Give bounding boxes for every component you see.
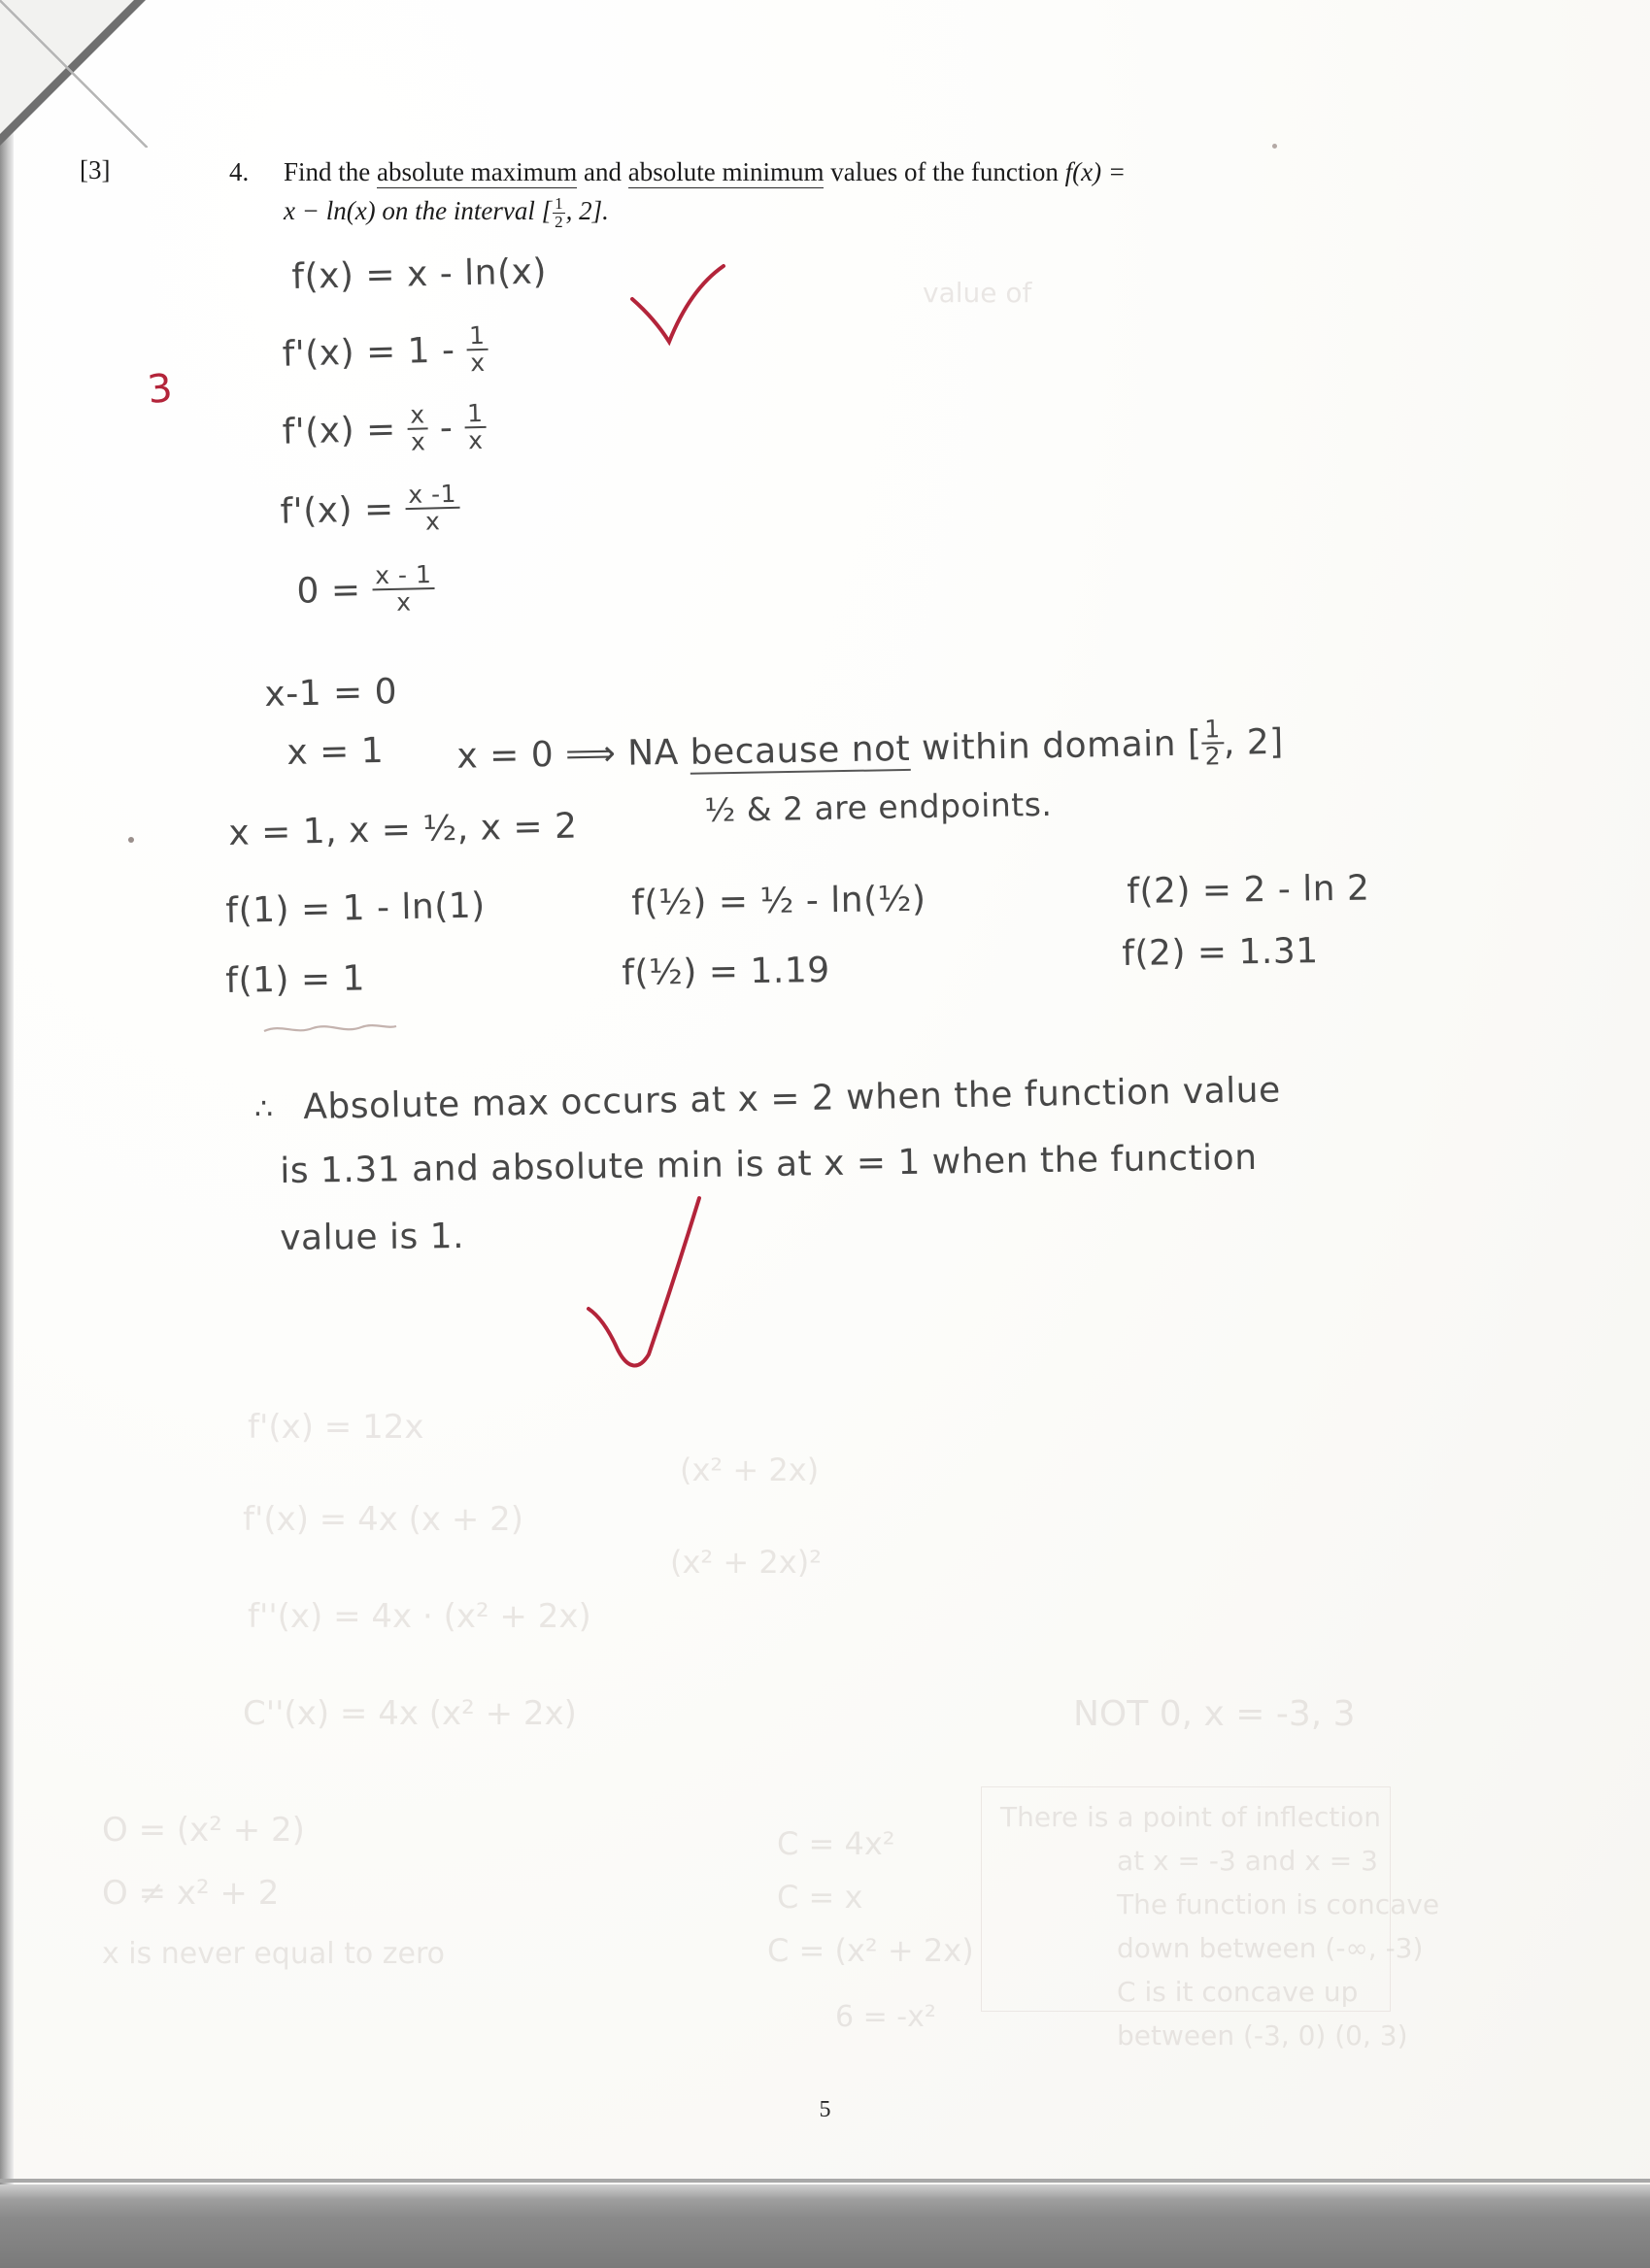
interval-fraction <box>553 195 565 230</box>
bleed-through-line: C = 4x² <box>777 1825 895 1862</box>
handwritten-line-13: f(½) = ½ - ln(½) <box>631 879 926 923</box>
bleed-through-line: O ≠ x² + 2 <box>102 1874 280 1913</box>
handwritten-line-5-text: 0 = <box>296 570 362 612</box>
question-lead: Find the <box>284 157 378 186</box>
handwritten-line-3 <box>282 398 487 459</box>
handwritten-line-4 <box>280 479 460 539</box>
handwritten-line-10: ½ & 2 are endpoints. <box>704 784 1053 829</box>
handwritten-line-8-arrow: ⟹ <box>564 733 617 775</box>
bleed-through-line: down between (-∞, -3) <box>1117 1932 1424 1964</box>
handwritten-line-15: f(2) = 2 - ln 2 <box>1127 868 1370 912</box>
question-underlined-max: absolute maximum <box>377 157 578 186</box>
bleed-through-line: The function is concave <box>1117 1888 1440 1920</box>
question-function-label: f(x) = <box>1064 157 1127 186</box>
corner-fold-edge <box>0 0 148 148</box>
page-number: 5 <box>819 2097 831 2122</box>
handwritten-interval-close: , 2] <box>1223 721 1285 763</box>
conclusion-line-1: Absolute max occurs at x = 2 when the function value <box>303 1070 1281 1127</box>
bleed-through-line: x is never equal to zero <box>102 1937 445 1971</box>
pencil-squiggle <box>262 1019 398 1039</box>
bleed-through-line: NOT 0, x = -3, 3 <box>1073 1694 1356 1734</box>
question-tail: values of the function <box>824 157 1065 186</box>
handwritten-interval-fraction <box>1201 717 1224 770</box>
bleed-through-line: (x² + 2x) <box>680 1451 820 1488</box>
bleed-through-line: at x = -3 and x = 3 <box>1117 1845 1378 1877</box>
handwritten-line-12: f(1) = 1 <box>225 958 366 1001</box>
handwritten-line-8-na: NA <box>626 732 691 774</box>
handwritten-line-3-fraction-b <box>464 398 488 455</box>
red-check-mark-icon <box>583 1194 777 1388</box>
handwritten-line-2 <box>282 320 488 382</box>
question-number: 4. <box>229 157 250 186</box>
handwritten-interval-open: [ <box>1187 723 1202 764</box>
bleed-through-line: C = x <box>777 1879 863 1916</box>
therefore-symbol: ∴ <box>254 1092 274 1126</box>
bleed-through-line: (x² + 2x)² <box>670 1544 823 1581</box>
conclusion-line-3: value is 1. <box>280 1217 465 1258</box>
scanner-left-edge <box>0 0 14 2185</box>
frac-denominator: x <box>469 349 486 378</box>
handwritten-line-16: f(2) = 1.31 <box>1122 931 1319 974</box>
handwritten-line-6: x-1 = 0 <box>264 672 398 715</box>
frac-denominator: x <box>467 426 484 455</box>
handwritten-line-2-text: f'(x) = 1 - <box>282 330 455 375</box>
handwritten-line-9: x = 1, x = ½, x = 2 <box>228 806 578 853</box>
bleed-through-line: 6 = -x² <box>835 2000 936 2034</box>
question-text <box>284 153 1488 231</box>
bleed-through-line: C''(x) = 4x (x² + 2x) <box>243 1694 577 1733</box>
handwritten-line-1: f(x) = x - ln(x) <box>291 251 548 297</box>
handwritten-line-11: f(1) = 1 - ln(1) <box>225 885 487 931</box>
bleed-through-line: There is a point of inflection <box>1000 1801 1382 1833</box>
question-underlined-min: absolute minimum <box>627 157 825 186</box>
handwritten-line-2-fraction <box>466 320 489 378</box>
frac-numerator: 1 <box>464 401 487 429</box>
scanner-bed-line <box>0 2179 1650 2183</box>
question-marks: [3] <box>80 155 111 184</box>
red-check-mark-icon <box>626 262 733 354</box>
bleed-through-line: between (-3, 0) (0, 3) <box>1117 2019 1408 2051</box>
handwritten-line-3-text: f'(x) = <box>282 409 397 452</box>
conclusion-line-2: is 1.31 and absolute min is at x = 1 when the function <box>280 1137 1258 1191</box>
frac-denominator: x <box>395 587 412 617</box>
handwritten-line-8-root: x = 0 <box>456 735 555 777</box>
frac-denominator: x <box>410 427 426 457</box>
grade-score-mark: 3 <box>145 365 175 414</box>
interval-frac-numerator: 1 <box>555 194 563 214</box>
frac-numerator: 1 <box>1201 717 1224 745</box>
bleed-through-line: C = (x² + 2x) <box>767 1932 974 1969</box>
bleed-through-line: f'(x) = 12x <box>248 1408 424 1447</box>
bleed-through-line: f''(x) = 4x · (x² + 2x) <box>248 1597 591 1636</box>
frac-numerator: 1 <box>466 323 488 351</box>
scanner-bed <box>0 2185 1650 2268</box>
handwritten-line-7: x = 1 <box>286 730 385 773</box>
question-middle: and <box>577 157 628 186</box>
bleed-through-line: C is it concave up <box>1117 1976 1359 2008</box>
bleed-through-line: O = (x² + 2) <box>102 1811 305 1850</box>
handwritten-line-5-fraction <box>372 562 435 617</box>
bleed-through-line: value of <box>923 277 1032 309</box>
stray-mark <box>128 837 134 843</box>
bleed-through-box <box>981 1786 1391 2012</box>
frac-denominator: 2 <box>1204 742 1222 771</box>
interval-frac-denominator: 2 <box>555 212 563 231</box>
handwritten-line-14: f(½) = 1.19 <box>622 951 830 993</box>
handwritten-line-4-fraction <box>405 479 460 536</box>
handwritten-line-8-domain: within domain <box>909 723 1177 769</box>
bleed-through-line: f'(x) = 4x (x + 2) <box>243 1500 524 1539</box>
stray-mark <box>1272 144 1277 149</box>
frac-denominator: x <box>424 507 441 536</box>
frac-numerator: x -1 <box>405 482 459 511</box>
handwritten-line-4-text: f'(x) = <box>280 489 395 532</box>
frac-numerator: x <box>407 402 428 430</box>
handwritten-line-8-underlined: because not <box>690 728 911 773</box>
handwritten-line-3-fraction-a <box>407 402 429 455</box>
frac-numerator: x - 1 <box>372 562 435 591</box>
question-line2-suffix: , 2]. <box>565 195 609 225</box>
handwritten-line-3-minus: - <box>439 408 454 449</box>
handwritten-line-5 <box>296 562 435 617</box>
question-line2-prefix: x − ln(x) on the interval [ <box>284 195 553 225</box>
